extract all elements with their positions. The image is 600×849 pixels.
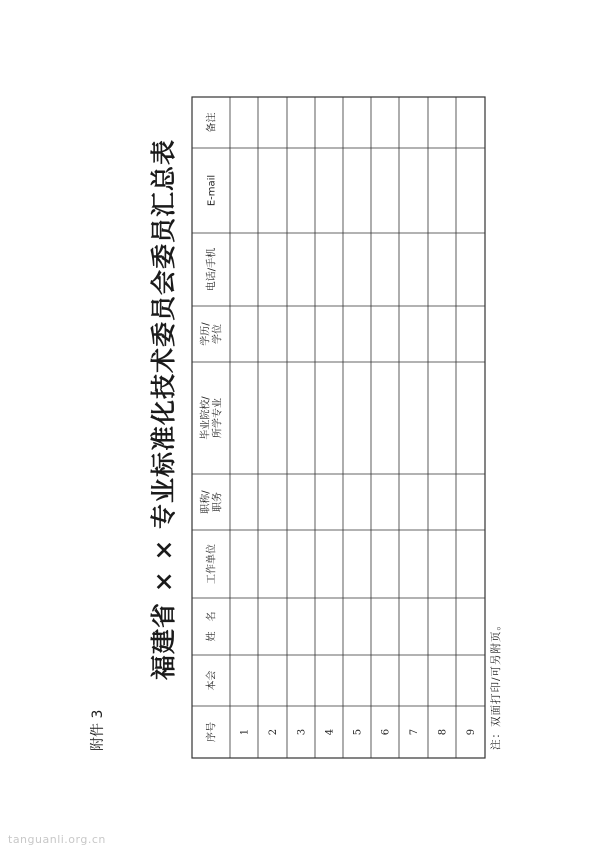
- row-number: 7: [409, 728, 420, 736]
- footnote: 注：双面打印/可另附页。: [490, 618, 502, 750]
- row-number: 4: [324, 728, 336, 736]
- header-cell: 学历/学位: [200, 322, 224, 346]
- header-cell: 备注: [206, 112, 218, 133]
- watermark: tanguanli.org.cn: [8, 833, 106, 846]
- header-cell: 工作单位: [206, 544, 218, 584]
- row-number: 2: [268, 728, 279, 736]
- header-cell: 毕业院校/所学专业: [200, 396, 224, 440]
- row-number: 3: [296, 728, 308, 736]
- row-number: 8: [437, 728, 449, 736]
- header-cell: 电话/手机: [206, 247, 218, 292]
- row-number: 5: [352, 728, 364, 736]
- row-number: 9: [466, 728, 477, 736]
- row-number: 1: [239, 728, 251, 736]
- table-border: [192, 97, 485, 758]
- header-cell: E-mail: [206, 174, 218, 207]
- page-title: 福建省 × × 专业标准化技术委员会委员汇总表: [149, 138, 178, 680]
- row-number: 6: [380, 728, 392, 736]
- header-cell: 职称/职务: [200, 490, 224, 514]
- attachment-label: 附件 3: [90, 709, 106, 751]
- header-cell: 本会: [206, 670, 218, 691]
- header-cell: 序号: [206, 722, 218, 742]
- header-cell: 姓 名: [206, 611, 218, 642]
